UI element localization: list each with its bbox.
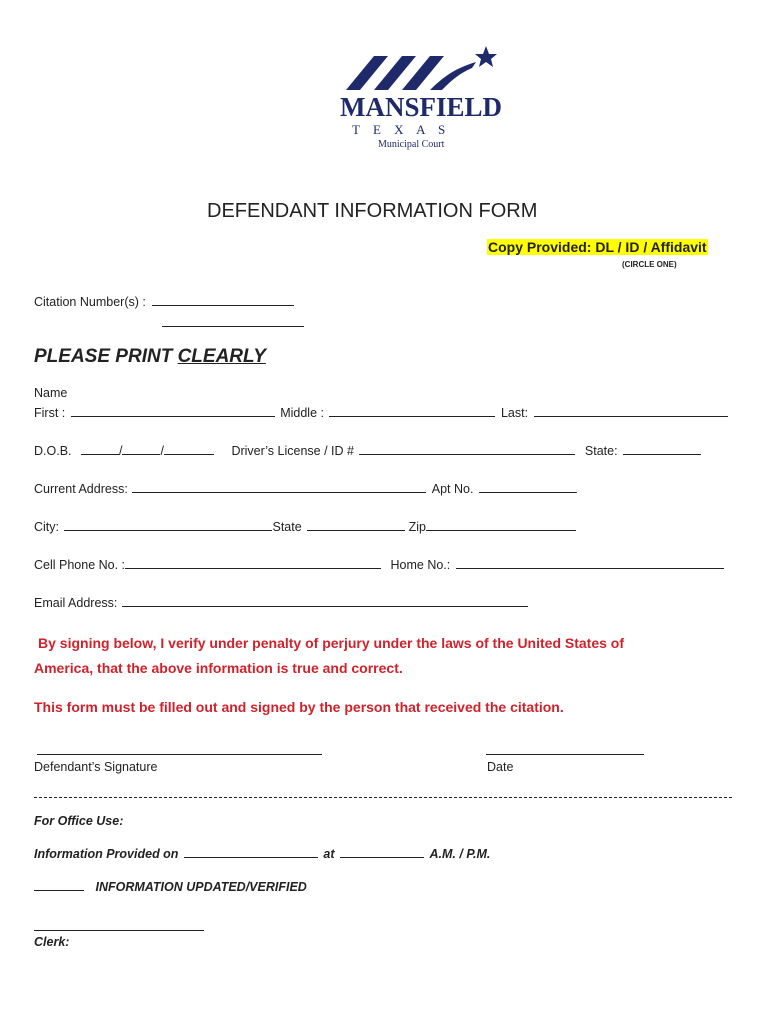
citation-label: Citation Number(s) : [34,295,146,309]
license-state-field[interactable] [623,442,701,455]
city-label: City: [34,520,59,534]
updated-label: INFORMATION UPDATED/VERIFIED [95,880,307,894]
mansfield-logo [336,44,503,156]
city-state-label: State [272,520,302,534]
updated-check-field[interactable] [34,878,84,891]
cell-phone-label: Cell Phone No. : [34,558,126,572]
city-field[interactable] [64,518,272,531]
dob-row [34,442,701,458]
email-label: Email Address: [34,596,118,610]
info-provided-date-field[interactable] [184,845,318,858]
copy-provided: Copy Provided: DL / ID / Affidavit [488,239,707,255]
first-name-field[interactable] [71,404,275,417]
citation-field-2[interactable] [162,314,304,327]
cell-phone-field[interactable] [125,556,381,569]
attestation-line-3: This form must be filled out and signed by the person that received the citation. [34,699,564,715]
last-name-field[interactable] [534,404,728,417]
info-provided-label: Information Provided on [34,847,179,861]
email-field[interactable] [122,594,528,607]
dob-sep-2: / [160,444,164,458]
date-label: Date [487,760,514,774]
star-icon [475,46,497,67]
signature-label: Defendant’s Signature [34,760,158,774]
zip-label: Zip [408,520,427,534]
phone-row [34,556,724,572]
attestation-line-1: By signing below, I verify under penalty of perjury under the laws of the United States of [38,635,625,651]
address-row [34,480,577,496]
updated-row [34,878,307,894]
name-row [34,404,728,420]
home-phone-field[interactable] [456,556,724,569]
apt-field[interactable] [479,480,577,493]
city-state-field[interactable] [307,518,405,531]
date-line[interactable] [486,742,644,755]
license-state-label: State: [584,444,618,458]
circle-one-note: (CIRCLE ONE) [622,260,677,269]
middle-name-label: Middle : [280,406,324,420]
zip-field[interactable] [426,518,576,531]
middle-name-field[interactable] [329,404,495,417]
email-row [34,594,528,610]
print-instruction [34,346,266,368]
last-name-label: Last: [500,406,529,420]
info-provided-ampm: A.M. / P.M. [429,847,491,861]
logo-court: Municipal Court [378,139,445,150]
dob-year-field[interactable] [164,442,214,455]
office-heading: For Office Use: [34,814,124,828]
address-field[interactable] [132,480,426,493]
clerk-label: Clerk: [34,935,70,949]
license-label: Driver’s License / ID # [231,444,354,458]
dob-month-field[interactable] [81,442,119,455]
dob-sep-1: / [119,444,123,458]
office-divider [34,797,732,798]
address-label: Current Address: [34,482,128,496]
logo-state: T E X A S [352,122,451,137]
home-phone-label: Home No.: [390,558,451,572]
logo-name: MANSFIELD [340,92,503,122]
first-name-label: First : [34,406,66,420]
info-provided-row [34,845,490,861]
signature-line[interactable] [37,742,322,755]
name-heading: Name [34,386,68,400]
apt-label: Apt No. [431,482,474,496]
form-title: DEFENDANT INFORMATION FORM [207,200,538,222]
info-provided-time-field[interactable] [340,845,424,858]
attestation-line-2: America, that the above information is true and correct. [34,660,403,676]
city-row [34,518,576,534]
dob-day-field[interactable] [122,442,160,455]
print-instruction-prefix: PLEASE PRINT [34,346,178,367]
print-instruction-emphasis: CLEARLY [177,346,266,367]
clerk-line[interactable] [34,918,204,931]
citation-row [34,293,294,309]
dob-label: D.O.B. [34,444,72,458]
license-field[interactable] [359,442,575,455]
citation-field-1[interactable] [152,293,294,306]
info-provided-at: at [323,847,335,861]
